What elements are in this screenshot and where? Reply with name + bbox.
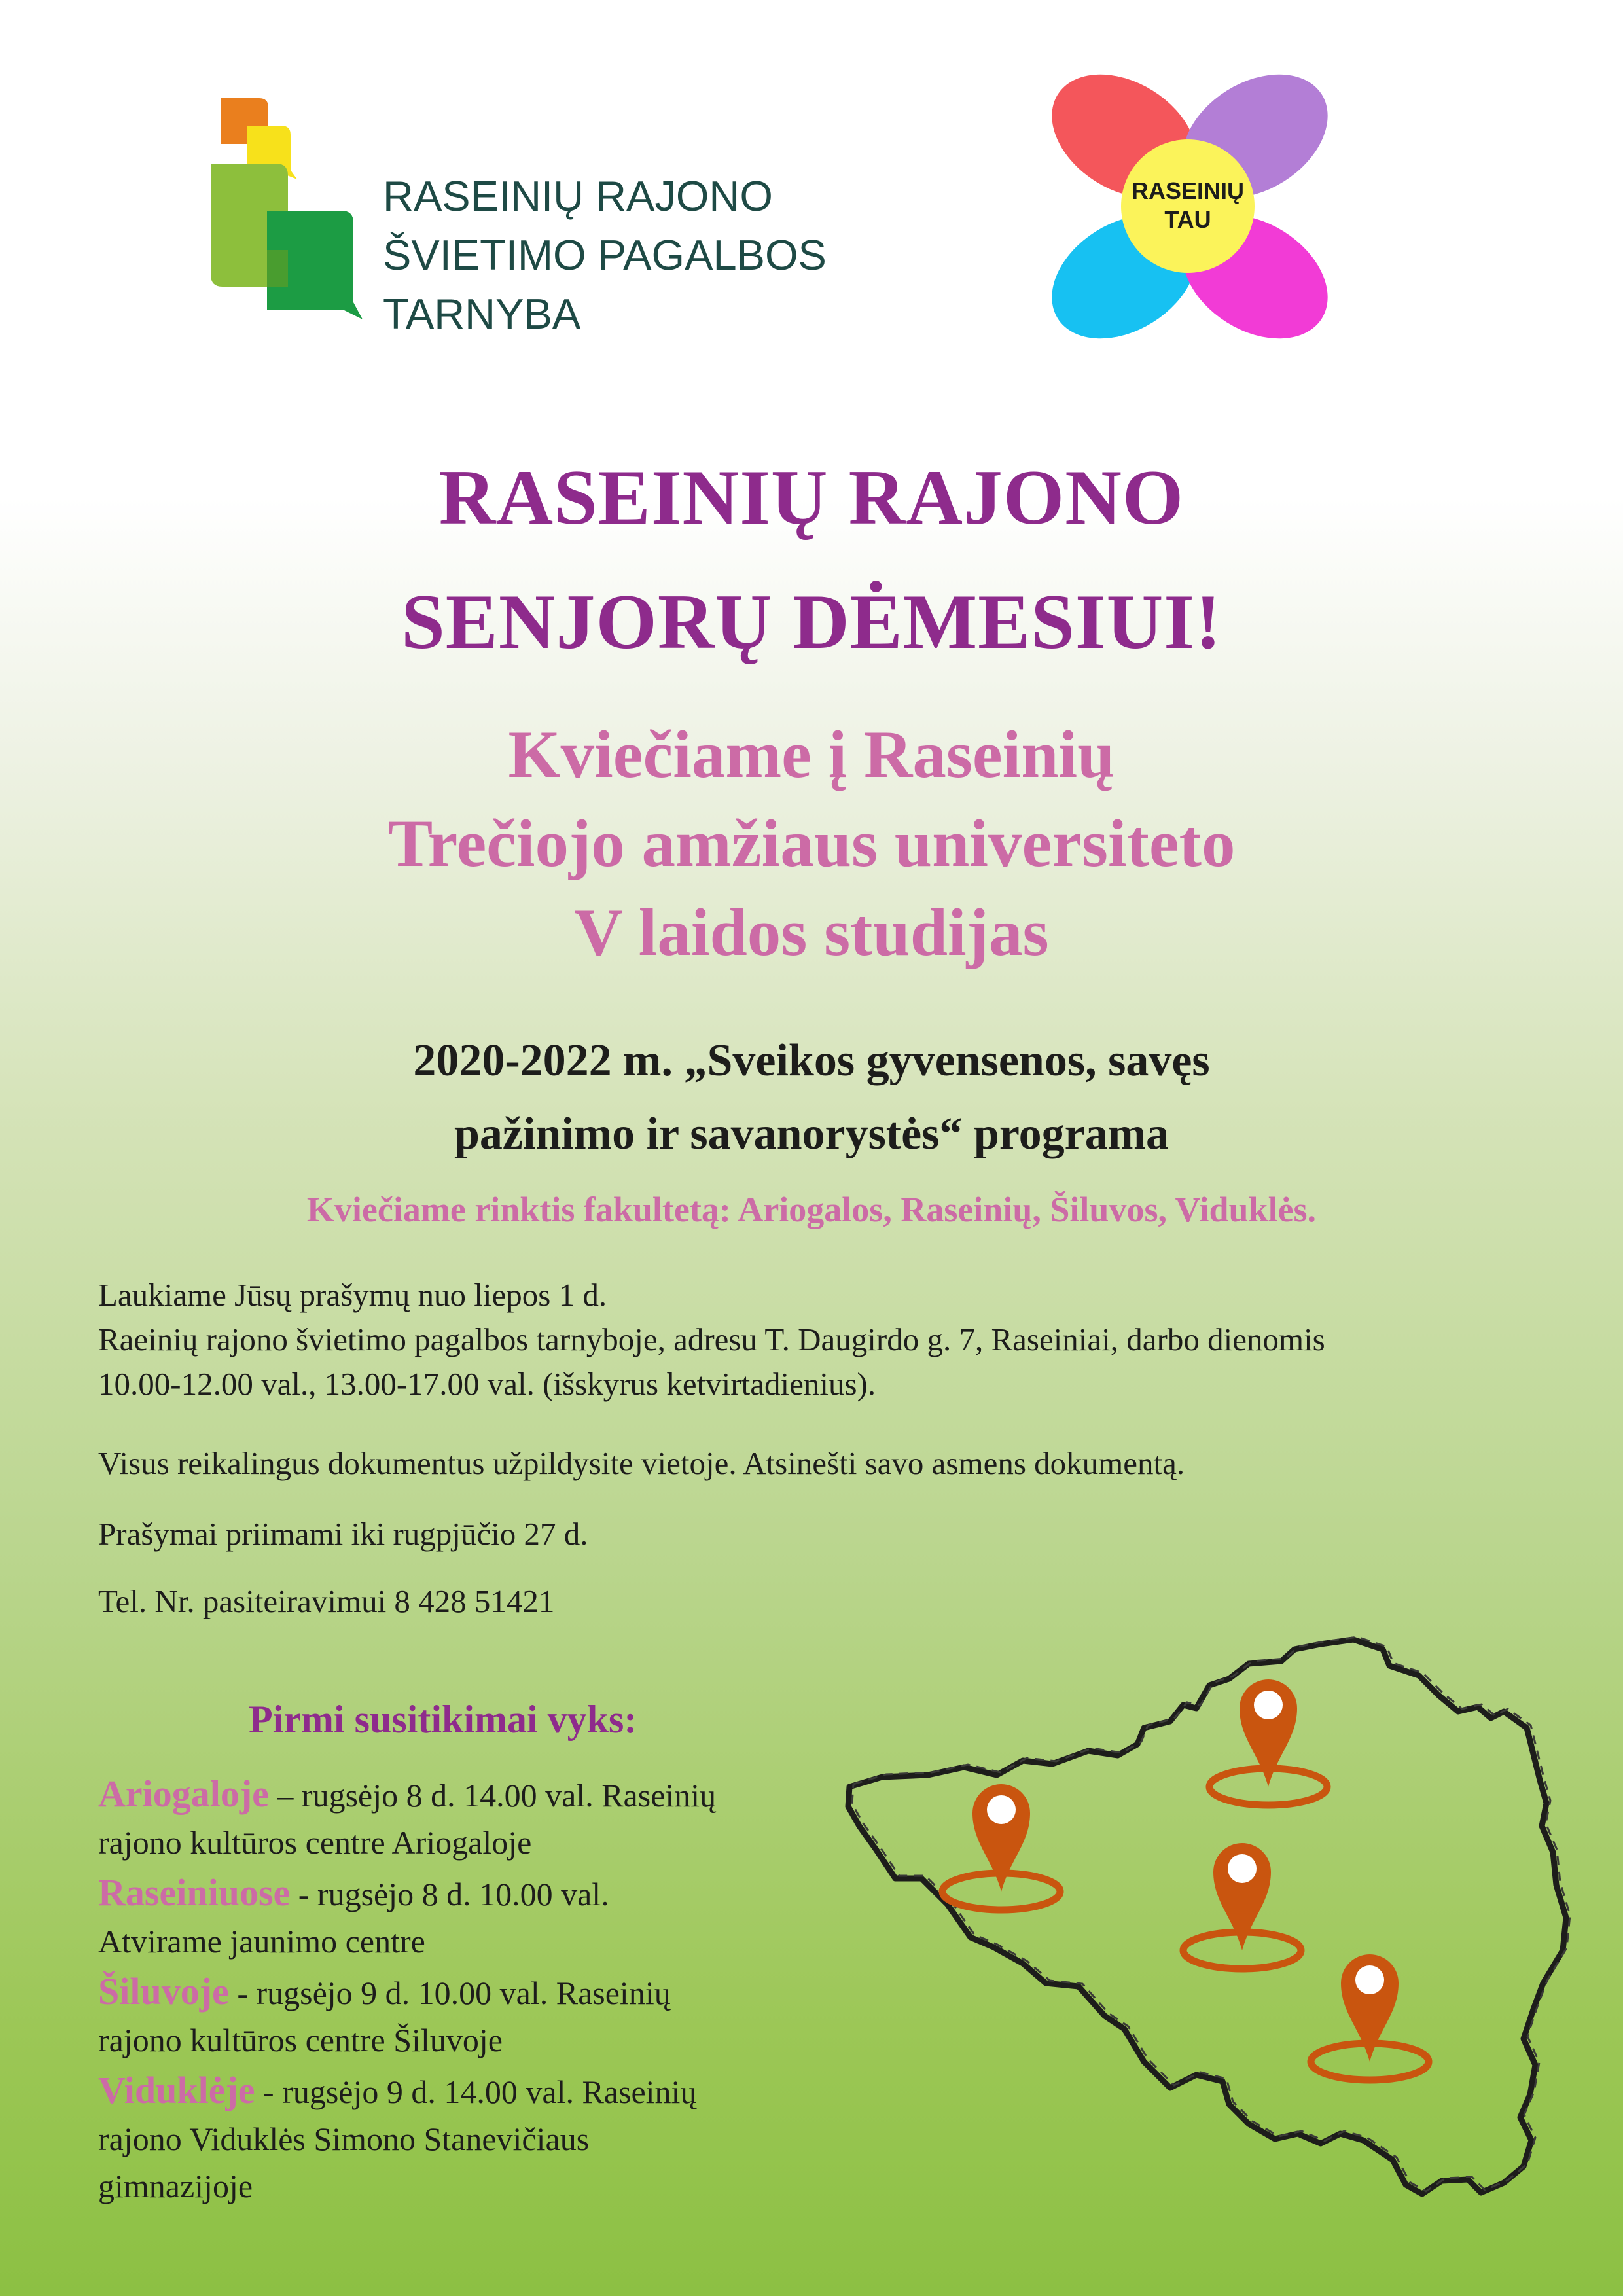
main-title-line-1: RASEINIŲ RAJONO (438, 454, 1185, 541)
invitation-line-2: Trečiojo amžiaus universiteto (387, 806, 1236, 881)
district-outline (848, 1640, 1566, 2194)
phone-info-text: Tel. Nr. pasiteiravimui 8 428 51421 (98, 1583, 555, 1619)
org-name-line-3: TARNYBA (383, 290, 581, 338)
program-title-line-2: pažinimo ir savanorystės“ programa (454, 1109, 1169, 1159)
meeting-time: - rugsėjo 9 d. 10.00 val. Raseinių (228, 1975, 671, 2011)
program-title (0, 1024, 1623, 1171)
main-title-line-2: SENJORŲ DĖMESIUI! (401, 578, 1222, 665)
meeting-item (98, 1869, 818, 1965)
raseiniu-svietimo-pagalbos-tarnyba-logo (211, 93, 368, 329)
meeting-item (98, 2067, 818, 2210)
invitation-line-1: Kviečiame į Raseinių (508, 717, 1115, 792)
meeting-time: - rugsėjo 9 d. 14.00 val. Raseinių (255, 2073, 697, 2110)
application-info-line-1: Laukiame Jūsų prašymų nuo liepos 1 d. (98, 1277, 607, 1313)
deadline-note-text: Prašymai priimami iki rugpjūčio 27 d. (98, 1516, 588, 1552)
raseiniu-tau-logo (1046, 71, 1334, 346)
location-pin-icon (1183, 1843, 1301, 1969)
application-info (98, 1273, 1571, 1407)
meeting-item (98, 1968, 818, 2064)
meeting-venue-cont: gimnazijoje (98, 2168, 253, 2204)
invitation-heading (0, 710, 1623, 977)
meetings-heading: Pirmi susitikimai vyks: (249, 1698, 637, 1741)
meeting-venue: rajono Viduklės Simono Stanevičiaus (98, 2121, 590, 2157)
location-pin-icon (942, 1784, 1060, 1910)
meeting-place: Šiluvoje (98, 1970, 229, 2013)
faculty-invitation: Kviečiame rinktis fakultetą: Ariogalos, Raseinių, Šiluvos, Viduklės. (306, 1190, 1317, 1229)
documents-note (98, 1441, 1571, 1486)
invitation-line-3: V laidos studijas (574, 895, 1049, 970)
org-name-line-1: RASEINIŲ RAJONO (383, 172, 773, 220)
meeting-place: Raseiniuose (98, 1871, 291, 1914)
location-pin-icon (1311, 1954, 1429, 2080)
meeting-item (98, 1770, 818, 1866)
tau-logo-line-2: TAU (1164, 206, 1211, 233)
meeting-place: Viduklėje (98, 2069, 255, 2111)
meeting-venue: rajono kultūros centre Šiluvoje (98, 2022, 503, 2058)
deadline-note (98, 1512, 1571, 1556)
raseiniai-district-map (830, 1630, 1582, 2232)
org-name (383, 167, 827, 344)
program-title-line-1: 2020-2022 m. „Sveikos gyvensenos, savęs (413, 1035, 1210, 1086)
meeting-time: - rugsėjo 8 d. 10.00 val. (290, 1876, 609, 1912)
phone-info (98, 1579, 1571, 1624)
meeting-venue: Atvirame jaunimo centre (98, 1923, 425, 1960)
application-info-line-3: 10.00-12.00 val., 13.00-17.00 val. (išskyrus ketvirtadienius). (98, 1366, 876, 1402)
org-name-line-2: ŠVIETIMO PAGALBOS (383, 231, 827, 279)
main-title (0, 435, 1623, 684)
meeting-place: Ariogaloje (98, 1772, 269, 1815)
documents-note-text: Visus reikalingus dokumentus užpildysite vietoje. Atsinešti savo asmens dokumentą. (98, 1445, 1185, 1481)
location-pin-icon (1209, 1679, 1327, 1805)
application-info-line-2: Raeinių rajono švietimo pagalbos tarnyboje, adresu T. Daugirdo g. 7, Raseiniai, darbo dienomis (98, 1321, 1325, 1357)
meeting-time: – rugsėjo 8 d. 14.00 val. Raseinių (268, 1777, 717, 1814)
meeting-venue: rajono kultūros centre Ariogaloje (98, 1824, 532, 1861)
tau-logo-line-1: RASEINIŲ (1131, 177, 1245, 204)
